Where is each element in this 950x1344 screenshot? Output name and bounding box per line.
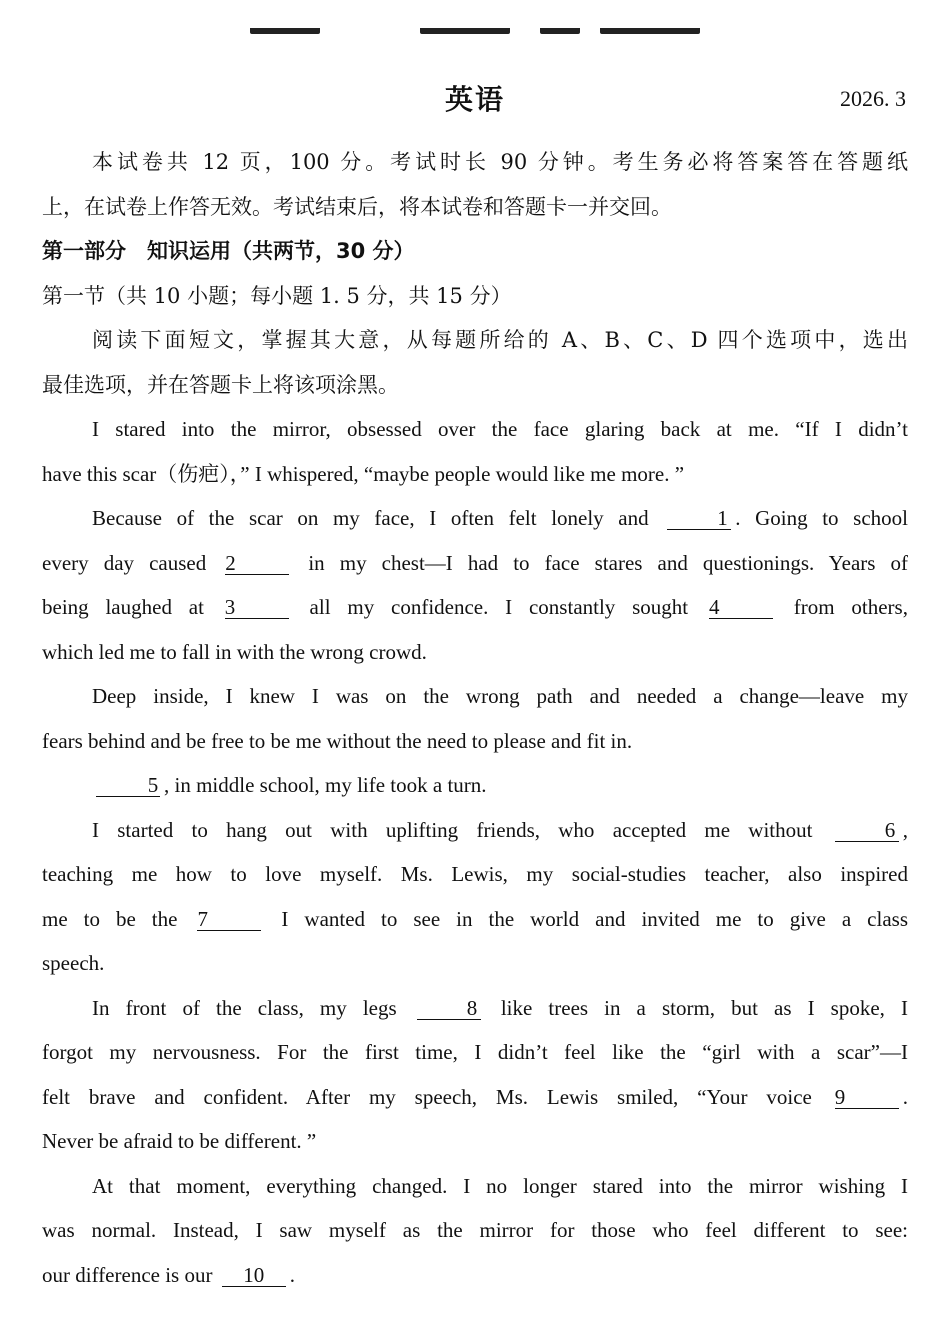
text-line (42, 719, 908, 764)
text-line (42, 1075, 908, 1120)
text-line (42, 763, 908, 808)
text-segment: from others, (776, 595, 908, 619)
text-line (42, 808, 908, 853)
text-segment: have this scar（伤疤），” I whispered, “maybe people would like me more. ” (42, 461, 685, 486)
text-line (42, 630, 908, 675)
text-line (42, 1119, 908, 1164)
text-segment: was normal. Instead, I saw myself as the mirror for those who feel different to see: (42, 1218, 908, 1242)
text-segment: , (902, 817, 908, 842)
text-line (42, 541, 908, 586)
text-line (42, 496, 908, 541)
text-line (42, 1164, 908, 1209)
text-line (42, 674, 908, 719)
text-line (42, 363, 908, 408)
answer-blank-3: 3 (225, 596, 289, 619)
text-segment: I started to hang out with uplifting friends, who accepted me without (92, 817, 831, 842)
text-segment: I stared into the mirror, obsessed over the face glaring back at me. “If I didn’t (92, 417, 908, 441)
text-line (42, 407, 908, 452)
text-segment: 第一部分 知识运用（共两节，30 分） (42, 239, 415, 263)
text-segment: all my confidence. I constantly sought (292, 595, 705, 619)
text-segment: teaching me how to love myself. Ms. Lewis, my social-studies teacher, also inspired (42, 862, 908, 886)
text-line (42, 852, 908, 897)
answer-blank-7: 7 (197, 908, 261, 931)
text-line (42, 452, 908, 497)
text-segment: fears behind and be free to be me without the need to please and fit in. (42, 728, 633, 753)
text-segment: . (902, 1084, 908, 1109)
text-segment: At that moment, everything changed. I no longer stared into the mirror wishing I (92, 1173, 908, 1198)
answer-blank-4: 4 (709, 596, 773, 619)
text-line (42, 986, 908, 1031)
text-line (42, 585, 908, 630)
text-segment: our difference is our (42, 1262, 218, 1287)
text-segment: 上，在试卷上作答无效。考试结束后，将本试卷和答题卡一并交回。 (42, 194, 672, 219)
exam-body (42, 140, 908, 1297)
answer-blank-8: 8 (417, 997, 481, 1020)
page-title: 英语 (444, 83, 505, 116)
answer-blank-5: 5 (96, 774, 160, 797)
text-segment: being laughed at (42, 595, 221, 619)
text-segment: . (289, 1262, 295, 1287)
text-line (42, 274, 908, 319)
text-segment: in my chest—I had to face stares and questionings. Years of (293, 550, 909, 575)
text-segment: felt brave and confident. After my speech, Ms. Lewis smiled, “Your voice (42, 1084, 831, 1109)
text-line (42, 1030, 908, 1075)
text-segment: , in middle school, my life took a turn. (164, 773, 487, 797)
text-segment: I wanted to see in the world and invited me to give a class (265, 906, 909, 931)
text-line (42, 140, 908, 185)
text-segment: 最佳选项，并在答题卡上将该项涂黑。 (42, 372, 399, 397)
text-segment: Never be afraid to be different. ” (42, 1129, 317, 1153)
text-segment: 阅读下面短文，掌握其大意，从每题所给的 A、B、C、D 四个选项中，选出 (92, 328, 908, 352)
text-line (42, 229, 908, 274)
text-segment: speech. (42, 951, 105, 975)
answer-blank-2: 2 (225, 552, 289, 575)
exam-date: 2026. 3 (840, 86, 906, 111)
text-line (42, 318, 908, 363)
text-line (42, 897, 908, 942)
text-segment: which led me to fall in with the wrong crowd. (42, 639, 427, 664)
text-segment: like trees in a storm, but as I spoke, I (484, 995, 908, 1020)
text-line (42, 1253, 908, 1298)
answer-blank-9: 9 (835, 1086, 899, 1109)
answer-blank-10: 10 (222, 1264, 286, 1287)
text-segment: In front of the class, my legs (92, 995, 413, 1020)
cut-off-header-text (240, 28, 710, 50)
text-segment: 本试卷共 12 页，100 分。考试时长 90 分钟。考生务必将答案答在答题纸 (92, 150, 908, 174)
answer-blank-1: 1 (667, 507, 731, 530)
text-line (42, 1208, 908, 1253)
text-segment: . Going to school (735, 506, 908, 530)
text-line (42, 941, 908, 986)
text-segment: Because of the scar on my face, I often felt lonely and (92, 506, 664, 530)
text-segment: me to be the (42, 906, 194, 931)
text-line (42, 185, 908, 230)
text-segment: 第一节（共 10 小题；每小题 1. 5 分，共 15 分） (42, 283, 512, 308)
text-segment: forgot my nervousness. For the first time, I didn’t feel like the “girl with a scar”—I (42, 1040, 908, 1064)
answer-blank-6: 6 (835, 819, 899, 842)
text-segment: Deep inside, I knew I was on the wrong path and needed a change—leave my (92, 684, 908, 708)
text-segment: every day caused (42, 550, 222, 575)
